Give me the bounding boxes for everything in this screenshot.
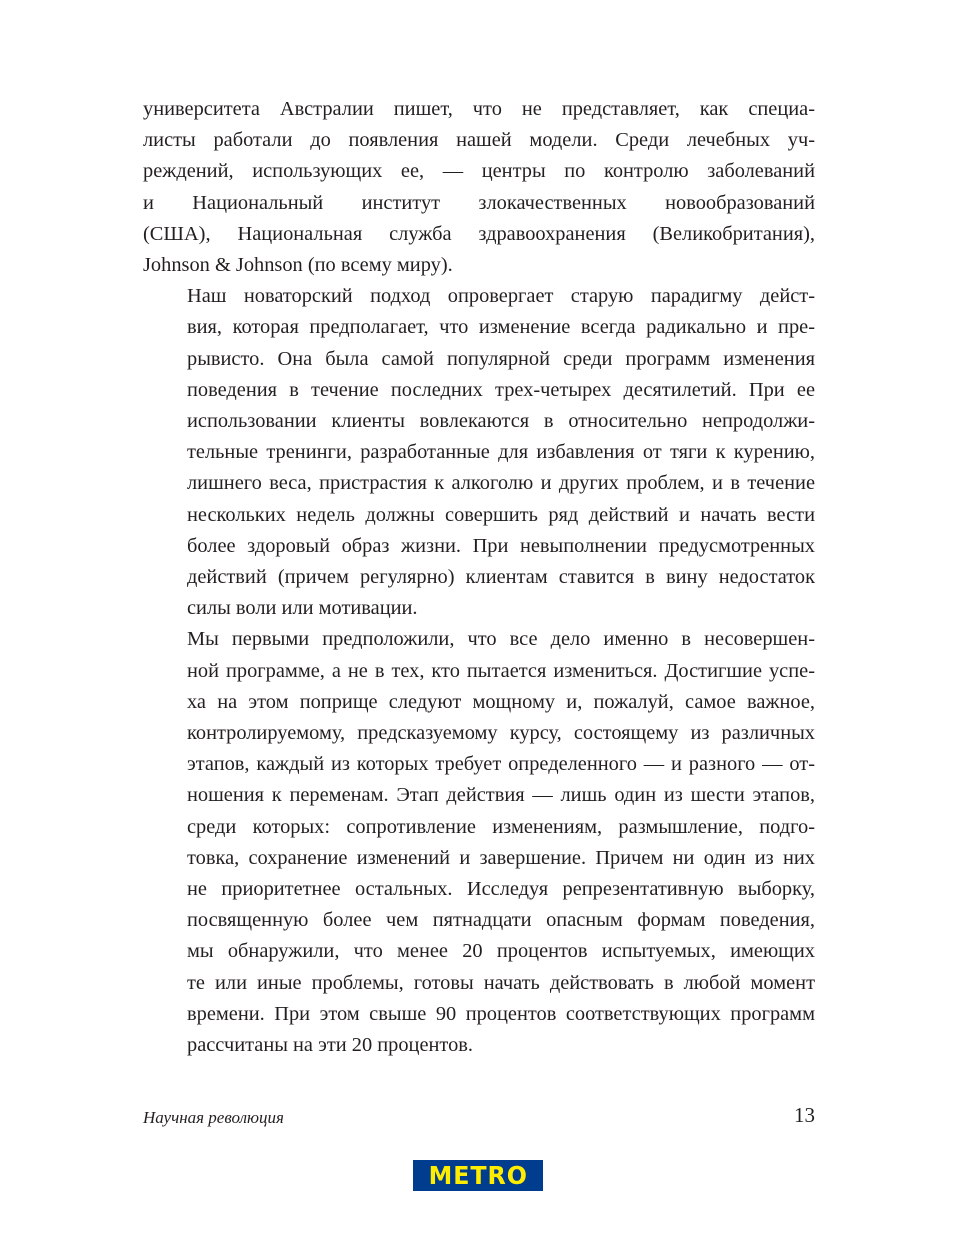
text-line: рассчитаны на эти 20 процентов. bbox=[187, 1034, 473, 1057]
paragraph-2 bbox=[143, 281, 815, 624]
text-line: и Национальный институт злокачественных новообразований bbox=[143, 191, 815, 214]
text-line: листы работали до появления нашей модели. Среди лечебных уч- bbox=[143, 129, 815, 152]
metro-logo bbox=[413, 1160, 543, 1191]
text-line: университета Австралии пишет, что не представляет, как специа- bbox=[143, 98, 815, 120]
metro-logo-text: METRO bbox=[428, 1161, 528, 1190]
text-line: действий (причем регулярно) клиентам ставится в вину недостаток bbox=[187, 566, 815, 589]
text-line: нескольких недель должны совершить ряд действий и начать вести bbox=[187, 503, 815, 526]
text-line: посвященную более чем пятнадцати опасным формам поведения, bbox=[187, 909, 815, 932]
text-line: силы воли или мотивации. bbox=[187, 597, 418, 620]
text-line: реждений, использующих ее, — центры по контролю заболеваний bbox=[143, 160, 815, 183]
text-line: (США), Национальная служба здравоохранения (Великобритания), bbox=[143, 222, 815, 245]
body-text bbox=[143, 94, 815, 1061]
text-line: товка, сохранение изменений и завершение. Причем ни один из них bbox=[187, 846, 815, 869]
text-line: не приоритетнее остальных. Исследуя репрезентативную выборку, bbox=[187, 878, 815, 901]
text-line: вия, которая предполагает, что изменение всегда радикально и пре- bbox=[187, 316, 815, 339]
text-line: времени. При этом свыше 90 процентов соответствующих программ bbox=[187, 1002, 815, 1025]
text-line: контролируемому, предсказуемому курсу, состоящему из различных bbox=[187, 722, 815, 745]
text-line: этапов, каждый из которых требует определенного — и разного — от- bbox=[187, 753, 815, 776]
text-line: ной программе, а не в тех, кто пытается измениться. Достигшие успе- bbox=[187, 659, 815, 682]
text-line: Мы первыми предположили, что все дело именно в несовершен- bbox=[187, 628, 815, 651]
text-line: среди которых: сопротивление изменениям, размышление, подго- bbox=[187, 815, 815, 838]
text-line: тельные тренинги, разработанные для избавления от тяги к курению, bbox=[187, 441, 815, 464]
text-line: Наш новаторский подход опровергает старую парадигму дейст- bbox=[187, 285, 815, 308]
text-line: Johnson & Johnson (по всему миру). bbox=[143, 254, 453, 277]
text-line: рывисто. Она была самой популярной среди программ изменения bbox=[187, 347, 815, 370]
paragraph-3 bbox=[143, 624, 815, 1061]
text-line: те или иные проблемы, готовы начать действовать в любой момент bbox=[187, 971, 815, 994]
text-line: использовании клиенты вовлекаются в относительно непродолжи- bbox=[187, 410, 815, 433]
page-number: 13 bbox=[794, 1103, 815, 1127]
text-line: ха на этом поприще следуют мощному и, пожалуй, самое важное, bbox=[187, 690, 815, 713]
text-line: лишнего веса, пристрастия к алкоголю и других проблем, и в течение bbox=[187, 472, 815, 495]
text-line: ношения к переменам. Этап действия — лишь один из шести этапов, bbox=[187, 784, 815, 807]
text-line: поведения в течение последних трех-четырех десятилетий. При ее bbox=[187, 378, 815, 401]
text-line: более здоровый образ жизни. При невыполнении предусмотренных bbox=[187, 534, 815, 557]
running-title: Научная революция bbox=[143, 1108, 284, 1127]
text-line: мы обнаружили, что менее 20 процентов испытуемых, имеющих bbox=[187, 940, 815, 963]
paragraph-1 bbox=[143, 94, 815, 281]
